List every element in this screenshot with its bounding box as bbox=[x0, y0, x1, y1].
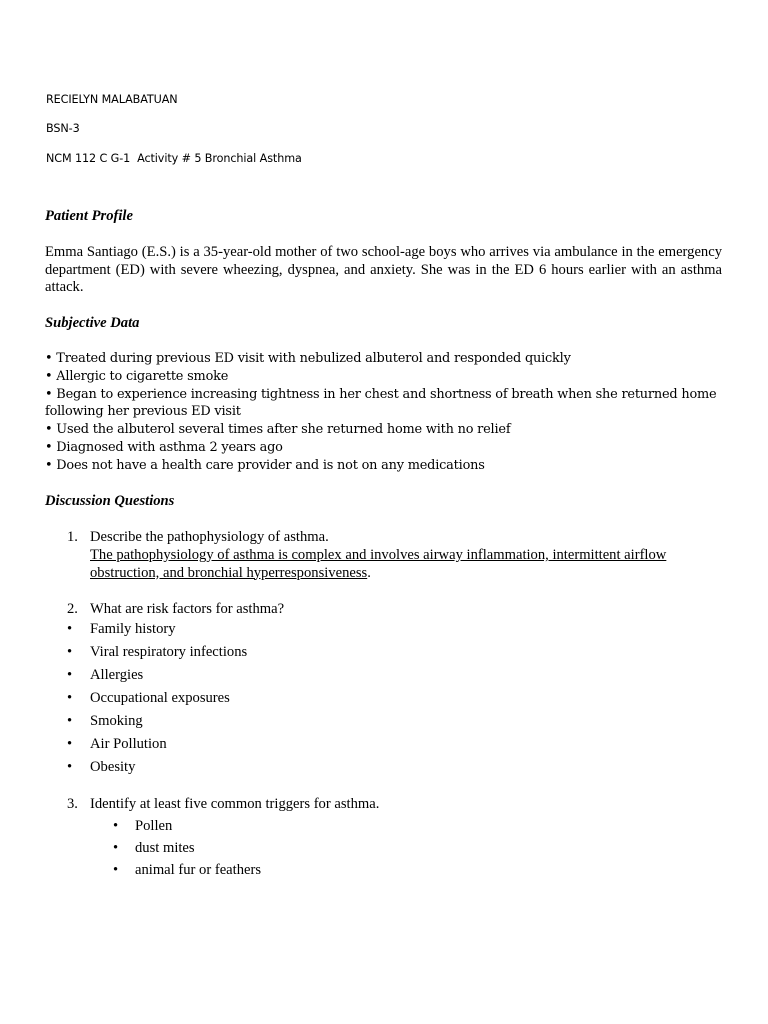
list-item bbox=[113, 862, 261, 884]
list-item bbox=[67, 621, 247, 644]
question-number: 1. bbox=[67, 529, 78, 545]
list-item-text: animal fur or feathers bbox=[135, 862, 262, 878]
bullet-icon: • bbox=[67, 644, 73, 660]
subjective-item: following her previous ED visit bbox=[45, 404, 241, 420]
list-item bbox=[67, 690, 247, 713]
subjective-data-list bbox=[45, 350, 735, 475]
list-item-text: Air Pollution bbox=[90, 736, 167, 752]
question-text: What are risk factors for asthma? bbox=[90, 601, 285, 617]
answer-period: . bbox=[367, 564, 371, 581]
student-name: RECIELYN MALABATUAN bbox=[46, 93, 178, 106]
bullet-icon: • bbox=[113, 818, 119, 834]
risk-factors-list bbox=[67, 621, 247, 782]
list-item bbox=[67, 644, 247, 667]
list-item-text: Smoking bbox=[90, 713, 143, 729]
question-3 bbox=[67, 796, 379, 814]
course-activity-title: NCM 112 C G-1 Activity # 5 Bronchial Asthma bbox=[46, 152, 302, 165]
bullet-icon: • bbox=[67, 667, 73, 683]
triggers-list bbox=[113, 818, 261, 884]
subjective-item: • Diagnosed with asthma 2 years ago bbox=[45, 439, 283, 455]
bullet-icon: • bbox=[113, 840, 119, 856]
bullet-icon: • bbox=[67, 759, 73, 775]
list-item bbox=[113, 818, 261, 840]
bullet-icon: • bbox=[67, 690, 73, 706]
subjective-item: • Used the albuterol several times after she returned home with no relief bbox=[45, 422, 511, 438]
question-number: 2. bbox=[67, 601, 78, 617]
patient-profile-heading: Patient Profile bbox=[45, 208, 133, 224]
subjective-item: • Began to experience increasing tightness in her chest and shortness of breath when she returned home bbox=[45, 386, 717, 402]
bullet-icon: • bbox=[67, 621, 73, 637]
year-level: BSN-3 bbox=[46, 122, 80, 135]
bullet-icon: • bbox=[67, 736, 73, 752]
discussion-questions-heading: Discussion Questions bbox=[45, 493, 175, 509]
list-item-text: Pollen bbox=[135, 818, 173, 834]
list-item bbox=[67, 759, 247, 782]
list-item-text: Allergies bbox=[90, 667, 144, 683]
list-item bbox=[113, 840, 261, 862]
list-item-text: Occupational exposures bbox=[90, 690, 230, 706]
question-1-answer bbox=[90, 547, 690, 582]
list-item bbox=[67, 667, 247, 690]
bullet-icon: • bbox=[113, 862, 119, 878]
subjective-data-heading: Subjective Data bbox=[45, 315, 140, 331]
question-2 bbox=[67, 601, 284, 619]
bullet-icon: • bbox=[67, 713, 73, 729]
question-text: Describe the pathophysiology of asthma. bbox=[90, 529, 329, 545]
patient-profile-text: Emma Santiago (E.S.) is a 35-year-old mother of two school-age boys who arrives via ambulance in the emergency department (ED) with severe wheezing, dyspnea, and anxiety. She was in the ED 6 hours earlier with an asthma attack. bbox=[45, 244, 722, 296]
list-item bbox=[67, 736, 247, 759]
subjective-item: • Does not have a health care provider and is not on any medications bbox=[45, 457, 485, 473]
list-item bbox=[67, 713, 247, 736]
list-item-text: dust mites bbox=[135, 840, 195, 856]
question-1 bbox=[67, 529, 329, 547]
list-item-text: Family history bbox=[90, 621, 176, 637]
subjective-item: • Allergic to cigarette smoke bbox=[45, 368, 229, 384]
subjective-item: • Treated during previous ED visit with nebulized albuterol and responded quickly bbox=[45, 351, 571, 366]
question-text: Identify at least five common triggers for asthma. bbox=[90, 796, 380, 812]
question-number: 3. bbox=[67, 796, 78, 812]
list-item-text: Obesity bbox=[90, 759, 136, 775]
answer-text: The pathophysiology of asthma is complex and involves airway inflammation, intermittent airflow obstruction, and bronchial hyperresponsiveness bbox=[90, 547, 667, 581]
list-item-text: Viral respiratory infections bbox=[90, 644, 248, 660]
